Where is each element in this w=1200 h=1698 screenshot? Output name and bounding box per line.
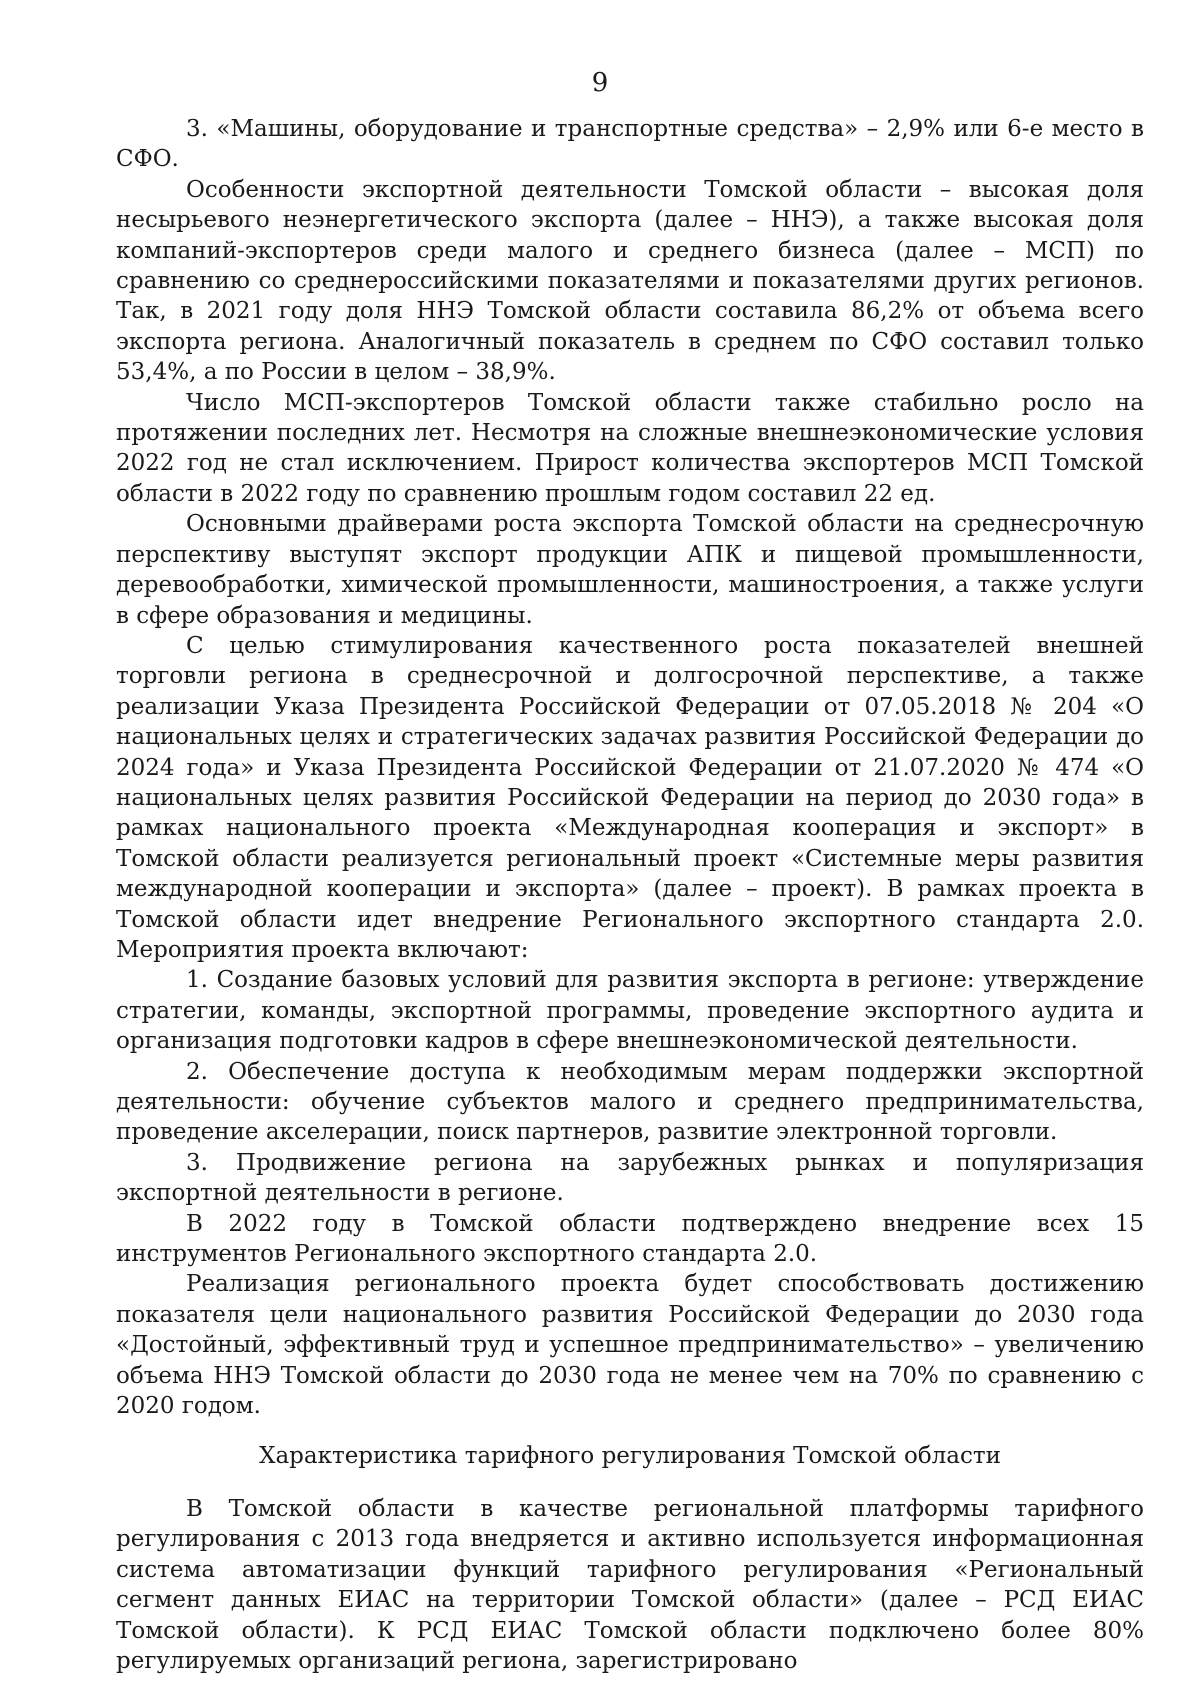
document-body — [116, 114, 1144, 1676]
list-item: 3. Продвижение региона на зарубежных рынках и популяризация экспортной деятельности в регионе. — [116, 1149, 1144, 1207]
paragraph: Основными драйверами роста экспорта Томской области на среднесрочную перспективу выступят экспорт продукции АПК и пищевой промышленности, деревообработки, химической промышленности, машиностроения, а также услуги в сфере образования и медицины. — [116, 511, 1144, 629]
paragraph: В 2022 году в Томской области подтверждено внедрение всех 15 инструментов Регионального экспортного стандарта 2.0. — [116, 1210, 1144, 1268]
page-number: 9 — [591, 68, 609, 98]
list-item: 1. Создание базовых условий для развития экспорта в регионе: утверждение стратегии, команды, экспортной программы, проведение экспортного аудита и организация подготовки кадров в сфере внешнеэкономической деятельности. — [116, 967, 1144, 1055]
paragraph: В Томской области в качестве региональной платформы тарифного регулирования с 2013 года внедряется и активно используется информационная система автоматизации функций тарифного регулирования «Региональный сегмент данных ЕИАС на территории Томской области» (далее – РСД ЕИАС Томской области). К РСД ЕИАС Томской области подключено более 80% регулируемых организаций региона, зарегистрировано — [116, 1495, 1144, 1674]
paragraph: Особенности экспортной деятельности Томской области – высокая доля несырьевого неэнергетического экспорта (далее – ННЭ), а также высокая доля компаний-экспортеров среди малого и среднего бизнеса (далее – МСП) по сравнению со среднероссийскими показателями и показателями других регионов. Так, в 2021 году доля ННЭ Томской области составила 86,2% от объема всего экспорта региона. Аналогичный показатель в среднем по СФО составил только 53,4%, а по России в целом – 38,9%. — [116, 176, 1144, 386]
paragraph: 3. «Машины, оборудование и транспортные средства» – 2,9% или 6-е место в СФО. — [116, 116, 1144, 173]
paragraph: Число МСП-экспортеров Томской области также стабильно росло на протяжении последних лет. Несмотря на сложные внешнеэкономические условия 2022 год не стал исключением. Прирост количества экспортеров МСП Томской области в 2022 году по сравнению прошлым годом составил 22 ед. — [116, 389, 1144, 507]
paragraph: Реализация регионального проекта будет способствовать достижению показателя цели национального развития Российской Федерации до 2030 года «Достойный, эффективный труд и успешное предпринимательство» – увеличению объема ННЭ Томской области до 2030 года не менее чем на 70% по сравнению с 2020 годом. — [116, 1271, 1144, 1420]
paragraph: С целью стимулирования качественного роста показателей внешней торговли региона в среднесрочной и долгосрочной перспективе, а также реализации Указа Президента Российской Федерации от 07.05.2018 № 204 «О национальных целях и стратегических задачах развития Российской Федерации до 2024 года» и Указа Президента Российской Федерации от 21.07.2020 № 474 «О национальных целях развития Российской Федерации на период до 2030 года» в рамках национального проекта «Международная кооперация и экспорт» в Томской области реализуется региональный проект «Системные меры развития международной кооперации и экспорта» (далее – проект). В рамках проекта в Томской области идет внедрение Регионального экспортного стандарта 2.0. Мероприятия проекта включают: — [116, 632, 1144, 963]
section-heading: Характеристика тарифного регулирования Томской области — [259, 1443, 1001, 1470]
list-item: 2. Обеспечение доступа к необходимым мерам поддержки экспортной деятельности: обучение субъектов малого и среднего предпринимательства, проведение акселерации, поиск партнеров, развитие электронной торговли. — [116, 1058, 1144, 1146]
